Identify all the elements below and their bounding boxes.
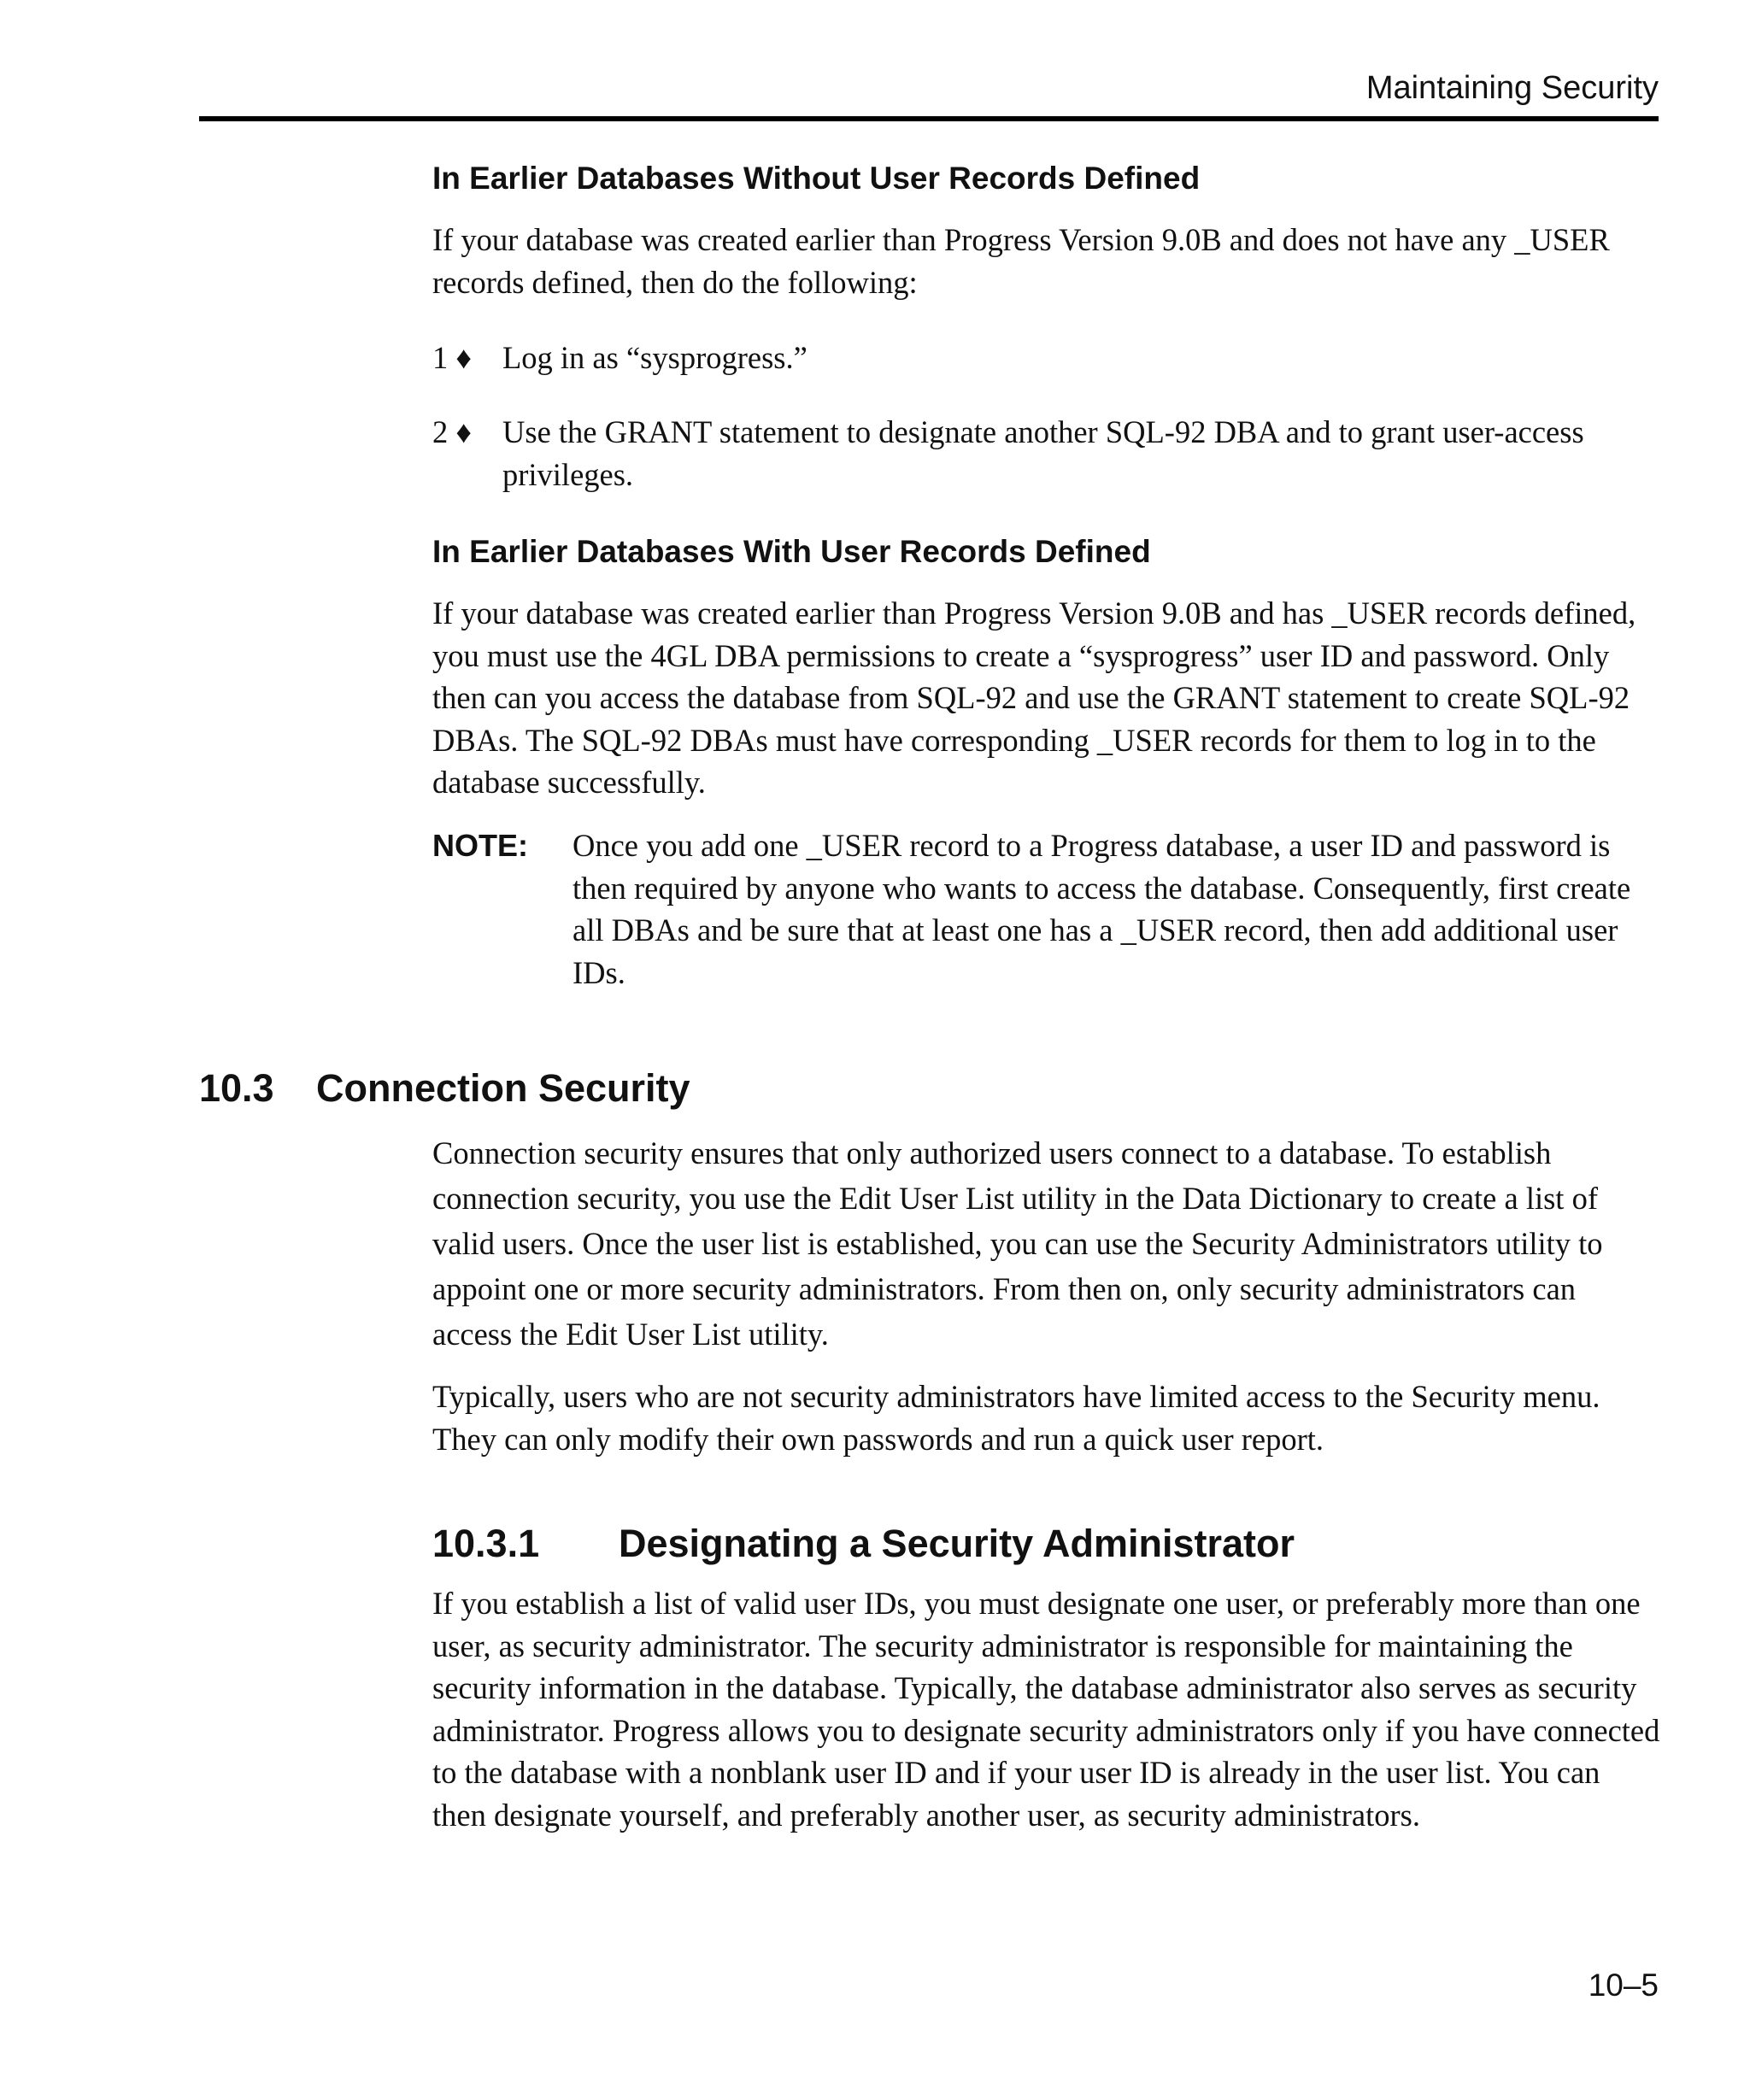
step-1-number: 1 ♦	[432, 340, 472, 375]
step-2-number: 2 ♦	[432, 414, 472, 449]
section-title-designating-admin: Designating a Security Administrator	[619, 1522, 1295, 1565]
step-1-text: Log in as “sysprogress.”	[502, 340, 807, 375]
section-number-10-3: 10.3	[199, 1066, 274, 1110]
note-text: Once you add one _USER record to a Progress database, a user ID and password is then required by anyone who wants to access the database. Consequently, first create all DBAs and be sure that at least one has a _USER record, then add additional user IDs.	[573, 828, 1631, 990]
page-number: 10–5	[1588, 1968, 1659, 2003]
section-number-10-3-1: 10.3.1	[432, 1522, 540, 1565]
heading-earlier-with-user-records: In Earlier Databases With User Records Defined	[432, 534, 1151, 569]
paragraph-designating-admin: If you establish a list of valid user IDs, you must designate one user, or preferably more than one user, as security administrator. The security administrator is responsible for maintaining the security information in the database. Typically, the database administrator also serves as security administrator. Progress allows you to designate security administrators only if you have connected to the database with a nonblank user ID and if your user ID is already in the user list. You can then designate yourself, and preferably another user, as security administrators.	[432, 1586, 1660, 1833]
paragraph-connection-security-1: Connection security ensures that only authorized users connect to a database. To establish connection security, you use the Edit User List utility in the Data Dictionary to create a list of valid users. Once the user list is established, you can use the Security Administrators utility to appoint one or more security administrators. From then on, only security administrators can access the Edit User List utility.	[432, 1135, 1603, 1352]
paragraph-connection-security-2: Typically, users who are not security administrators have limited access to the Security menu. They can only modify their own passwords and run a quick user report.	[432, 1379, 1600, 1457]
paragraph-earlier-without-intro: If your database was created earlier than Progress Version 9.0B and does not have any _USER records defined, then do the following:	[432, 222, 1610, 300]
step-2-text: Use the GRANT statement to designate another SQL-92 DBA and to grant user-access privileges.	[502, 414, 1584, 492]
heading-earlier-without-user-records: In Earlier Databases Without User Records Defined	[432, 161, 1201, 196]
running-header-title: Maintaining Security	[1365, 70, 1659, 106]
note-label: NOTE:	[432, 828, 528, 863]
paragraph-earlier-with-body: If your database was created earlier than Progress Version 9.0B and has _USER records defined, you must use the 4GL DBA permissions to create a “sysprogress” user ID and password. Only then can you access the database from SQL-92 and use the GRANT statement to create SQL-92 DBAs. The SQL-92 DBAs must have corresponding _USER records for them to log in to the database successfully.	[432, 595, 1636, 800]
running-header	[199, 65, 1659, 121]
section-title-connection-security: Connection Security	[316, 1066, 690, 1110]
